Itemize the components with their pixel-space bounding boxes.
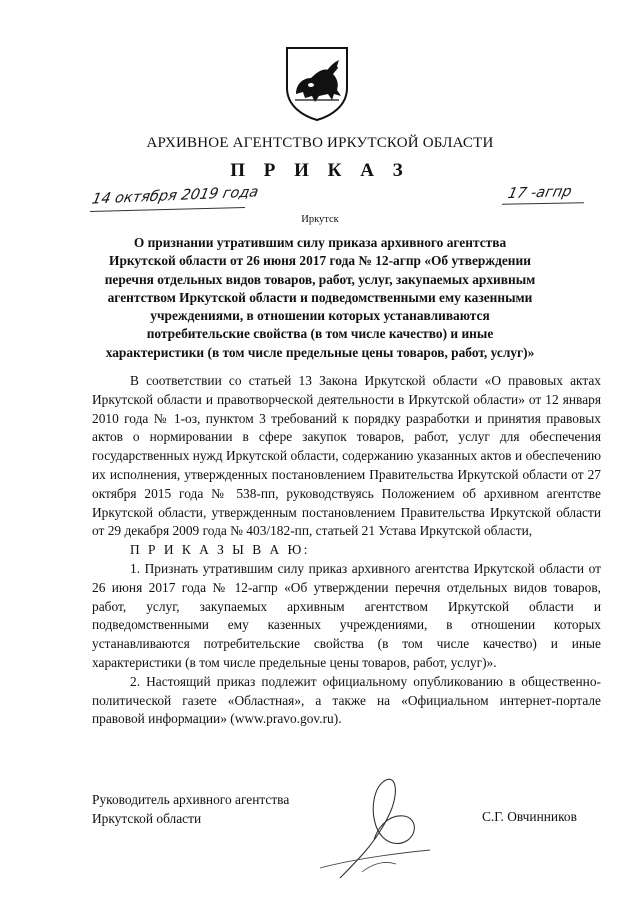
order-item-2: 2. Настоящий приказ подлежит официальному опубликованию в общественно-политической газете «Областная», а также на «Официальном интернет-портале правовой информации» (www.pravo.gov.ru). <box>92 673 601 727</box>
order-subject-title: О признании утратившим силу приказа архивного агентства Иркутской области от 26 июня 2017 года № 12-агпр «Об утверждении перечня отдельных видов товаров, работ, услуг, закупаемых архивным агентством Иркутской области и подведомственными ему казенными учреждениями, в отношении которых устанавливаются потребительские свойства (в том числе качество) и иные характеристики (в том числе предельные цены товаров, работ, услуг)» <box>104 235 536 360</box>
handwritten-order-number: 17 -агпр <box>506 183 574 203</box>
city-label: Иркутск <box>301 214 339 225</box>
coat-of-arms-icon <box>283 42 351 122</box>
number-underline <box>502 202 584 204</box>
signatory-position-line-2: Иркутской области <box>92 811 202 826</box>
order-item-1: 1. Признать утратившим силу приказ архивного агентства Иркутской области от 26 июня 2017 года № 12-агпр «Об утверждении перечня отдельных видов товаров, работ, услуг, закупаемых архивным агентством Иркутской области и подведомственными ему казенных учреждениями, в отношении которых устанавливаются потребительские свойства (в том числе качество) и иные характеристики (в том числе предельные цены товаров, работ, услуг)». <box>92 560 601 670</box>
signatory-position <box>92 790 289 828</box>
signatory-position-line-1: Руководитель архивного агентства <box>92 792 290 807</box>
date-underline <box>90 207 245 212</box>
document-type-title: П Р И К А З <box>230 160 410 181</box>
order-directive-word: П Р И К А З Ы В А Ю: <box>130 542 310 558</box>
order-body <box>92 372 601 729</box>
agency-name: АРХИВНОЕ АГЕНТСТВО ИРКУТСКОЙ ОБЛАСТИ <box>146 135 494 151</box>
signatory-name: С.Г. Овчинников <box>482 809 577 824</box>
preamble-paragraph: В соответствии со статьей 13 Закона Иркутской области «О правовых актах Иркутской области и правотворческой деятельности в Иркутской области» от 12 января 2010 года № 1-оз, пунктом 3 требований к порядку разработки и принятия правовых актов о нормировании в сфере закупок товаров, работ, услуг для обеспечения государственных нужд Иркутской области, содержанию указанных актов и обеспечению их исполнения, утвержденных постановлением Правительства Иркутской области от 27 октября 2015 года № 538-пп, руководствуясь Положением об архивном агентстве Иркутской области, утвержденным постановлением Правительства Иркутской области от 29 декабря 2009 года № 403/182-пп, статьей 21 Устава Иркутской области, <box>92 373 601 539</box>
handwritten-signature-icon <box>300 768 450 883</box>
handwritten-date: 14 октября 2019 года <box>90 184 260 208</box>
